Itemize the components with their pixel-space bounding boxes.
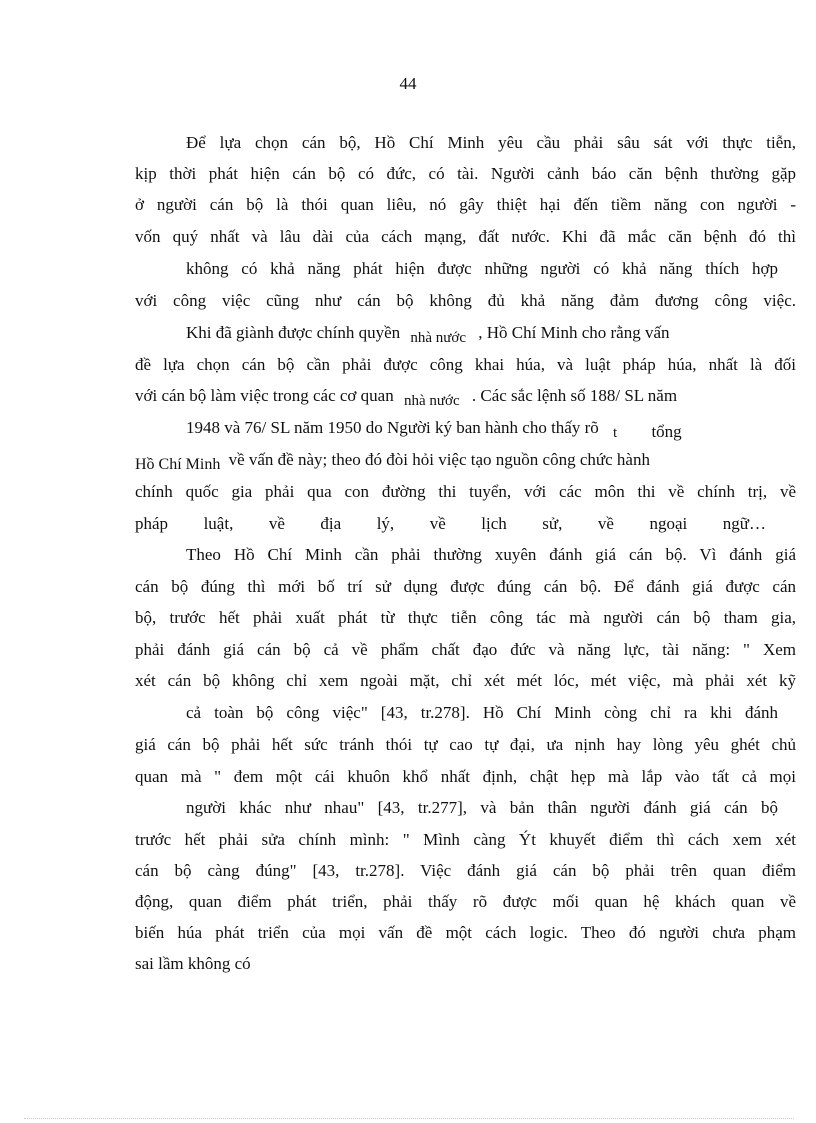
text-line: sai lầm không có (135, 954, 251, 973)
text-fragment: tổng (651, 422, 682, 441)
text-line: chính quốc gia phải qua con đường thi tuyển, với các môn thi về chính trị, về (135, 482, 796, 501)
text-fragment: 1948 và 76/ SL năm 1950 do Người ký ban hành cho thấy rõ (186, 418, 599, 437)
text-line: pháp luật, về địa lý, về lịch sử, về ngoại ngữ… (135, 514, 766, 533)
text-line: kịp thời phát hiện cán bộ có đức, có tài. Người cảnh báo căn bệnh thường gặp (135, 164, 796, 183)
text-line (135, 385, 677, 408)
text-line: trước hết phải sửa chính mình: " Mình càng Ýt khuyết điểm thì cách xem xét (135, 830, 796, 849)
text-line (135, 449, 650, 472)
text-line: đề lựa chọn cán bộ cần phải được công khai húa, và luật pháp húa, nhất là đối (135, 355, 796, 374)
text-fragment: với cán bộ làm việc trong các cơ quan (135, 386, 394, 405)
text-line: động, quan điểm phát triển, phải thấy rõ được mối quan hệ khách quan về (135, 892, 796, 911)
text-line: Để lựa chọn cán bộ, Hồ Chí Minh yêu cầu phải sâu sát với thực tiễn, (186, 133, 796, 152)
text-fragment: nhà nước (403, 393, 460, 409)
text-fragment: Khi đã giành được chính quyền (186, 323, 401, 342)
text-line: Theo Hồ Chí Minh cần phải thường xuyên đánh giá cán bộ. Vì đánh giá (186, 545, 796, 564)
text-line: với công việc cũng như cán bộ không đủ khả năng đảm đương công việc. (135, 291, 796, 310)
text-fragment: về vấn đề này; theo đó đòi hỏi việc tạo nguồn công chức hành (228, 450, 650, 469)
text-fragment: . Các sắc lệnh số 188/ SL năm (471, 386, 678, 405)
text-fragment: , Hồ Chí Minh cho rằng vấn (478, 323, 670, 342)
page-number: 44 (399, 74, 417, 93)
text-line: biến húa phát triển của mọi vấn đề một cách logic. Theo đó người chưa phạm (135, 923, 796, 942)
text-line: cán bộ đúng thì mới bố trí sử dụng được đúng cán bộ. Để đánh giá được cán (135, 577, 796, 596)
text-line: phải đánh giá cán bộ cả về phẩm chất đạo đức và năng lực, tài năng: " Xem (135, 640, 796, 659)
text-line (186, 417, 682, 440)
text-fragment: nhà nước (410, 330, 467, 346)
text-line: cả toàn bộ công việc" [43, tr.278]. Hồ Chí Minh còng chỉ ra khi đánh (186, 703, 778, 722)
text-fragment: Hồ Chí Minh (135, 456, 221, 473)
text-line: ở người cán bộ là thói quan liêu, nó gây thiệt hại đến tiềm năng con người - (135, 195, 796, 214)
text-line: giá cán bộ phải hết sức tránh thói tự cao tự đại, ưa nịnh hay lòng yêu ghét chủ (135, 735, 796, 754)
text-line: không có khả năng phát hiện được những người có khả năng thích hợp (186, 259, 778, 278)
page-bottom-divider (24, 1118, 794, 1119)
text-fragment: t (613, 425, 618, 441)
text-line (186, 322, 670, 345)
text-line: người khác như nhau" [43, tr.277], và bản thân người đánh giá cán bộ (186, 798, 778, 817)
text-line: cán bộ càng đúng" [43, tr.278]. Việc đánh giá cán bộ phải trên quan điểm (135, 861, 796, 880)
text-line: quan mà " đem một cái khuôn khổ nhất định, chật hẹp mà lắp vào tất cả mọi (135, 767, 796, 786)
text-line: xét cán bộ không chỉ xem ngoài mặt, chỉ xét mét lóc, mét việc, mà phải xét kỹ (135, 671, 796, 690)
text-line: vốn quý nhất và lâu dài của cách mạng, đất nước. Khi đã mắc căn bệnh đó thì (135, 227, 796, 246)
text-line: bộ, trước hết phải xuất phát từ thực tiễn công tác mà người cán bộ tham gia, (135, 608, 796, 627)
